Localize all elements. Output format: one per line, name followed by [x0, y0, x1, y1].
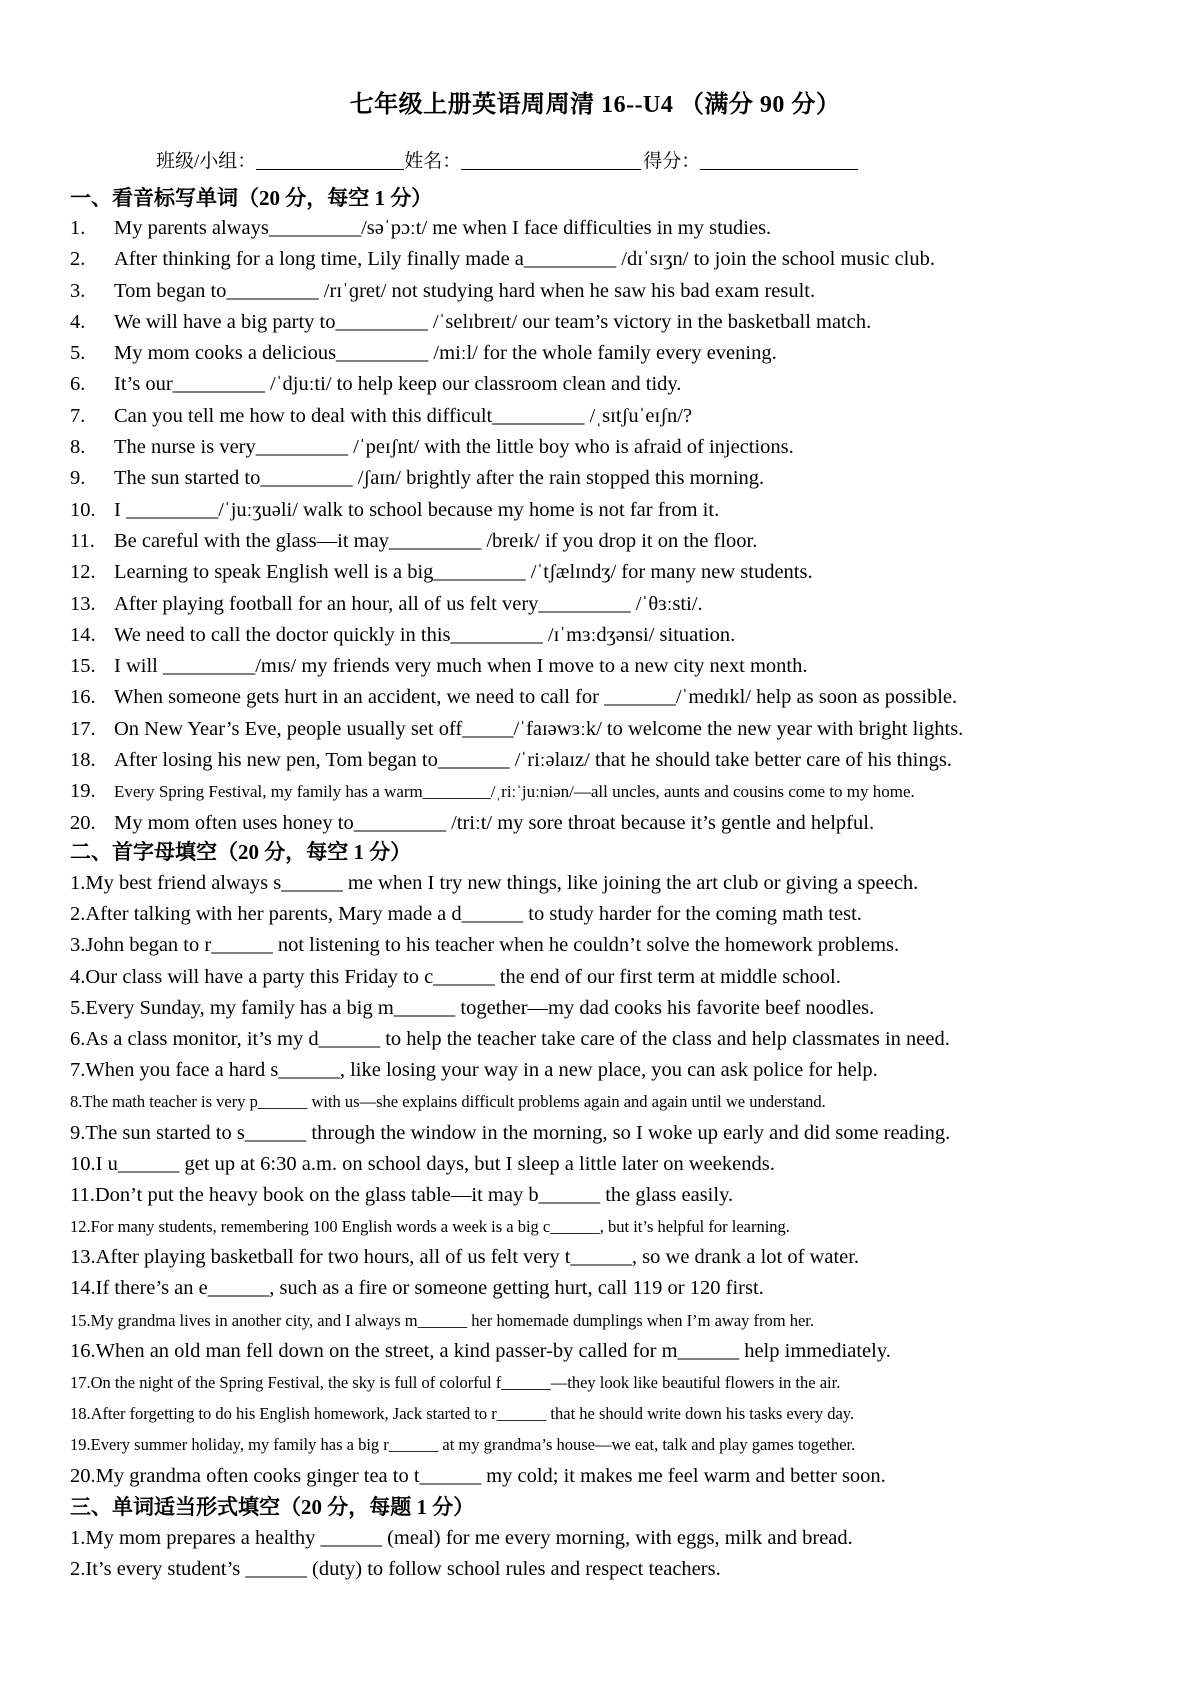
item-number: 3. [70, 279, 86, 302]
list-item [70, 776, 1150, 807]
item-number: 8. [70, 436, 86, 459]
list-item: 17.On the night of the Spring Festival, the sky is full of colorful f______—they look like beautiful flowers in the air. [70, 1373, 841, 1392]
list-item [70, 589, 1150, 620]
list-item [70, 432, 1150, 463]
list-item: 20.My grandma often cooks ginger tea to t______ my cold; it makes me feel warm and better soon. [70, 1464, 886, 1487]
item-text: My parents always_________/səˈpɔːt/ me when I face difficulties in my studies. [114, 217, 772, 239]
list-item [70, 244, 1150, 275]
item-number: 19. [70, 780, 96, 803]
item-text: When someone gets hurt in an accident, we need to call for _______/ˈmedɪkl/ help as soon as possible. [114, 686, 958, 709]
item-text: After thinking for a long time, Lily finally made a_________ /dɪˈsɪʒn/ to join the school music club. [114, 248, 935, 271]
list-item: 6.As a class monitor, it’s my d______ to help the teacher take care of the class and help classmates in need. [70, 1027, 950, 1050]
item-text: On New Year’s Eve, people usually set off_____/ˈfaɪəwɜːk/ to welcome the new year with bright lights. [114, 717, 964, 740]
score-label: 得分： [643, 151, 701, 172]
item-text: Be careful with the glass—it may_________ /breɪk/ if you drop it on the floor. [114, 529, 758, 552]
item-text: We need to call the doctor quickly in this_________ /ɪˈmɜːdʒənsi/ situation. [114, 623, 736, 646]
section-1-heading: 一、看音标写单词（20 分，每空 1 分） [70, 186, 433, 210]
section-2-heading: 二、首字母填空（20 分，每空 1 分） [70, 840, 412, 864]
list-item [70, 463, 1150, 494]
item-text: Every Spring Festival, my family has a warm________/ˌriːˈjuːniən/—all uncles, aunts and cousins come to my home. [114, 782, 915, 802]
item-text: I will _________/mɪs/ my friends very much when I move to a new city next month. [114, 655, 808, 678]
section-3-list [70, 1523, 1150, 1585]
list-item [70, 526, 1150, 557]
list-item: 3.John began to r______ not listening to his teacher when he couldn’t solve the homework problems. [70, 934, 900, 957]
item-number: 11. [70, 529, 95, 552]
list-item: 8.The math teacher is very p______ with us—she explains difficult problems again and again until we understand. [70, 1092, 826, 1112]
item-text: My mom cooks a delicious_________ /miːl/ for the whole family every evening. [114, 342, 777, 365]
student-info-line [156, 146, 858, 173]
item-number: 4. [70, 310, 86, 333]
score-blank[interactable] [700, 150, 858, 170]
list-item: 13.After playing basketball for two hours, all of us felt very t______, so we drank a lot of water. [70, 1246, 860, 1269]
item-number: 10. [70, 498, 96, 521]
list-item [70, 495, 1150, 526]
list-item: 1.My best friend always s______ me when I try new things, like joining the art club or giving a speech. [70, 872, 919, 894]
item-number: 16. [70, 686, 96, 709]
list-item [70, 682, 1150, 713]
list-item [70, 213, 1150, 244]
list-item [70, 808, 1150, 839]
page-title: 七年级上册英语周周清 16--U4 （满分 90 分） [349, 92, 841, 118]
item-text: After losing his new pen, Tom began to_______ /ˈriːəlaɪz/ that he should take better care of his things. [114, 749, 952, 772]
item-number: 1. [70, 217, 86, 239]
list-item: 2.It’s every student’s ______ (duty) to follow school rules and respect teachers. [70, 1558, 721, 1581]
item-number: 6. [70, 373, 86, 396]
section-2-list [70, 868, 1150, 1492]
list-item: 5.Every Sunday, my family has a big m______ together—my dad cooks his favorite beef noodles. [70, 996, 875, 1019]
list-item: 4.Our class will have a party this Friday to c______ the end of our first term at middle school. [70, 965, 841, 988]
item-text: The sun started to_________ /ʃaɪn/ brightly after the rain stopped this morning. [114, 467, 765, 490]
item-text: Learning to speak English well is a big_________ /ˈtʃælɪndʒ/ for many new students. [114, 561, 813, 584]
list-item: 2.After talking with her parents, Mary made a d______ to study harder for the coming math test. [70, 903, 862, 926]
list-item: 15.My grandma lives in another city, and I always m______ her homemade dumplings when I’m away from her. [70, 1310, 814, 1330]
item-number: 20. [70, 811, 96, 834]
list-item [70, 557, 1150, 588]
item-number: 14. [70, 623, 96, 646]
item-text: Can you tell me how to deal with this difficult_________ /ˌsɪtʃuˈeɪʃn/? [114, 404, 693, 427]
list-item [70, 276, 1150, 307]
list-item [70, 338, 1150, 369]
list-item [70, 620, 1150, 651]
item-text: We will have a big party to_________ /ˈselɪbreɪt/ our team’s victory in the basketball match. [114, 310, 872, 333]
list-item: 18.After forgetting to do his English homework, Jack started to r______ that he should write down his tasks every day. [70, 1404, 855, 1424]
list-item [70, 651, 1150, 682]
list-item: 7.When you face a hard s______, like losing your way in a new place, you can ask police for help. [70, 1059, 878, 1082]
item-number: 18. [70, 749, 96, 772]
list-item [70, 714, 1150, 745]
item-number: 15. [70, 655, 96, 678]
item-text: I _________/ˈjuːʒuəli/ walk to school because my home is not far from it. [114, 498, 720, 521]
item-number: 13. [70, 592, 96, 615]
list-item: 10.I u______ get up at 6:30 a.m. on school days, but I sleep a little later on weekends. [70, 1152, 775, 1175]
class-label: 班级/小组： [156, 151, 257, 172]
item-number: 12. [70, 561, 96, 584]
list-item: 1.My mom prepares a healthy ______ (meal) for me every morning, with eggs, milk and bread. [70, 1527, 853, 1549]
list-item: 9.The sun started to s______ through the window in the morning, so I woke up early and did some reading. [70, 1121, 951, 1144]
item-text: It’s our_________ /ˈdjuːti/ to help keep our classroom clean and tidy. [114, 373, 682, 396]
list-item [70, 369, 1150, 400]
item-text: My mom often uses honey to_________ /triːt/ my sore throat because it’s gentle and helpful. [114, 811, 875, 834]
item-text: Tom began to_________ /rɪˈɡret/ not studying hard when he saw his bad exam result. [114, 279, 816, 302]
list-item: 19.Every summer holiday, my family has a big r______ at my grandma’s house—we eat, talk and play games together. [70, 1435, 856, 1455]
section-3-heading: 三、单词适当形式填空（20 分，每题 1 分） [70, 1495, 475, 1519]
list-item: 11.Don’t put the heavy book on the glass table—it may b______ the glass easily. [70, 1183, 734, 1206]
item-text: After playing football for an hour, all of us felt very_________ /ˈθɜːsti/. [114, 592, 703, 615]
item-number: 2. [70, 248, 86, 271]
list-item [70, 745, 1150, 776]
name-blank[interactable] [461, 150, 641, 170]
list-item: 12.For many students, remembering 100 English words a week is a big c______, but it’s helpful for learning. [70, 1217, 790, 1237]
name-label: 姓名： [404, 151, 462, 172]
item-number: 17. [70, 717, 96, 740]
list-item: 14.If there’s an e______, such as a fire or someone getting hurt, call 119 or 120 first. [70, 1277, 764, 1300]
section-1-list [70, 213, 1150, 839]
list-item [70, 307, 1150, 338]
list-item: 16.When an old man fell down on the street, a kind passer-by called for m______ help immediately. [70, 1339, 891, 1362]
item-text: The nurse is very_________ /ˈpeɪʃnt/ with the little boy who is afraid of injections. [114, 436, 794, 459]
list-item [70, 401, 1150, 432]
item-number: 5. [70, 342, 86, 365]
item-number: 9. [70, 467, 86, 490]
class-blank[interactable] [256, 150, 404, 170]
item-number: 7. [70, 404, 86, 427]
